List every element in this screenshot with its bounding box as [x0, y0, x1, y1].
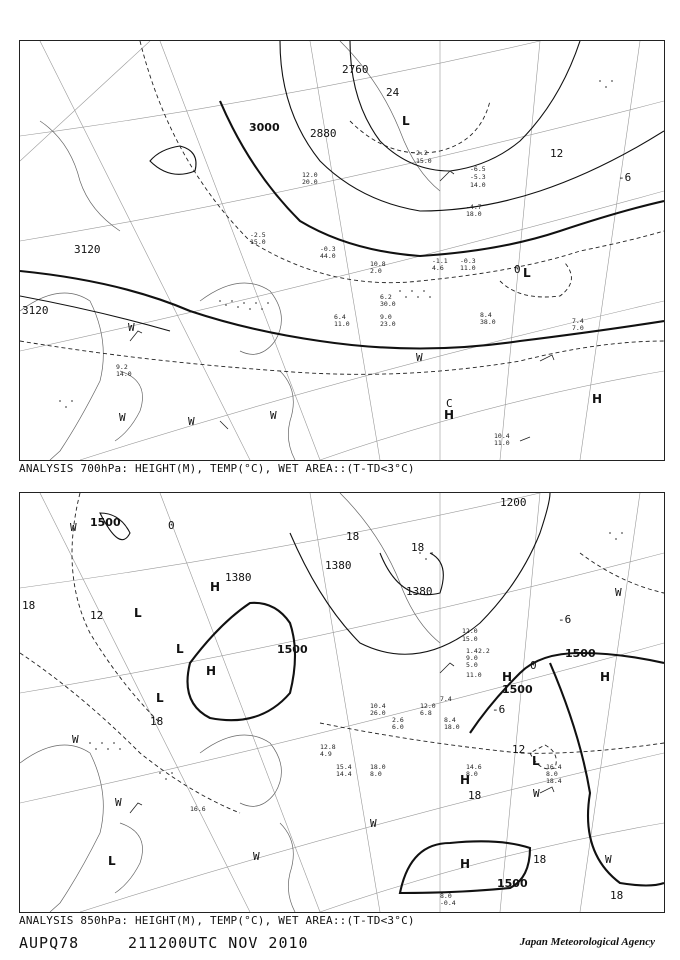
station-value: 12.0 — [420, 702, 436, 710]
warm-center: W — [188, 415, 195, 428]
height-label: 1500 — [90, 516, 121, 529]
warm-center: W — [253, 850, 260, 863]
height-label: 1500 — [497, 877, 528, 890]
chart-code: AUPQ78 — [19, 934, 80, 952]
station-value: 11.0 — [460, 264, 476, 272]
station-value: 8.0 — [466, 770, 478, 778]
station-value: 8.4 — [444, 716, 456, 724]
height-label: 2760 — [342, 63, 369, 76]
temperature-label: 24 — [386, 86, 400, 99]
station-value: 7.0 — [572, 324, 584, 332]
station-value: 15.4 — [336, 763, 352, 771]
temperature-label: -6 — [618, 171, 632, 184]
low-center: L — [176, 642, 184, 656]
station-value: 12.0 — [302, 171, 318, 179]
agency-name: Japan Meteorological Agency — [519, 936, 655, 948]
station-value: 10.4 — [494, 432, 510, 440]
temperature-label: -6 — [558, 613, 572, 626]
warm-center: W — [128, 321, 135, 334]
high-center: H — [502, 670, 513, 684]
warm-center: W — [533, 787, 540, 800]
station-value: 18.0 — [444, 723, 460, 731]
station-value: 1.4 — [466, 647, 478, 655]
height-label: 1380 — [325, 559, 352, 572]
warm-center: W — [416, 351, 423, 364]
temperature-label: 0 — [168, 519, 175, 532]
high-center: H — [592, 392, 603, 406]
station-value: 6.0 — [392, 723, 404, 731]
high-center: H — [210, 580, 221, 594]
station-value: 8.0 — [370, 770, 382, 778]
station-value: 26.0 — [370, 709, 386, 717]
station-value: 23.0 — [380, 320, 396, 328]
low-center: L — [523, 266, 531, 280]
low-center: L — [402, 114, 410, 128]
height-contours — [20, 41, 664, 349]
station-value: 15.0 — [250, 238, 266, 246]
temperature-label: 18 — [150, 715, 164, 728]
station-value: -1.1 — [432, 257, 448, 265]
graticule — [20, 493, 664, 912]
low-center: L — [156, 691, 164, 705]
station-value: 16.4 — [546, 763, 562, 771]
station-value: 18.4 — [546, 777, 562, 785]
warm-center: W — [270, 409, 277, 422]
station-value: 20.0 — [302, 178, 318, 186]
height-label: 1500 — [502, 683, 533, 696]
height-label: 1500 — [565, 647, 596, 660]
station-value: 6.2 — [380, 293, 392, 301]
analysis-datetime: 211200UTC NOV 2010 — [128, 934, 309, 952]
station-value: 11.0 — [466, 671, 482, 679]
height-label: 3000 — [249, 121, 280, 134]
warm-center: W — [119, 411, 126, 424]
station-value: 11.0 — [334, 320, 350, 328]
low-center: L — [108, 854, 116, 868]
height-label: 1200 — [500, 496, 527, 509]
station-value: 8.0 — [440, 892, 452, 900]
graticule — [20, 41, 664, 460]
height-label: 3120 — [22, 304, 49, 317]
high-center: H — [206, 664, 217, 678]
warm-center: W — [615, 586, 622, 599]
station-value: 8.4 — [480, 311, 492, 319]
temperature-label: -6 — [492, 703, 506, 716]
station-value: 14.0 — [116, 370, 132, 378]
station-value: 4.9 — [320, 750, 332, 758]
caption-700hpa: ANALYSIS 700hPa: HEIGHT(M), TEMP(°C), WET AREA::(T-TD<3°C) — [19, 462, 415, 475]
map-panel-700hpa — [19, 40, 665, 461]
temperature-label: 0 — [514, 263, 521, 276]
station-value: 2.6 — [392, 716, 404, 724]
temperature-label: 18 — [411, 541, 425, 554]
station-value: 12.8 — [320, 743, 336, 751]
map-850hpa — [20, 493, 664, 912]
station-value: 9.0 — [466, 654, 478, 662]
high-center: H — [460, 857, 471, 871]
station-value: -4.7 — [466, 203, 482, 211]
temperature-label: 12 — [550, 147, 564, 160]
station-value: 2.2 — [478, 647, 490, 655]
station-value: 12.0 — [462, 627, 478, 635]
temperature-label: 18 — [533, 853, 547, 866]
low-center: L — [134, 606, 142, 620]
temperature-label: 0 — [530, 659, 537, 672]
wind-barbs — [130, 171, 554, 441]
station-value: 7.4 — [440, 695, 452, 703]
temperature-label: 18 — [346, 530, 360, 543]
height-contours — [100, 493, 664, 893]
map-panel-850hpa — [19, 492, 665, 913]
height-label: 1380 — [225, 571, 252, 584]
station-value: 4.6 — [432, 264, 444, 272]
high-center: H — [444, 408, 455, 422]
station-value: 44.0 — [320, 252, 336, 260]
station-value: 9.2 — [116, 363, 128, 371]
station-value: 16.6 — [190, 805, 206, 813]
temperature-label: 18 — [468, 789, 482, 802]
warm-center: W — [72, 733, 79, 746]
station-value: 7.4 — [572, 317, 584, 325]
station-value: 6.4 — [334, 313, 346, 321]
station-value: -5.3 — [470, 173, 486, 181]
station-value: 18.0 — [370, 763, 386, 771]
station-value: 30.0 — [380, 300, 396, 308]
station-value: 15.0 — [416, 157, 432, 165]
height-label: 1380 — [406, 585, 433, 598]
station-value: 10.8 — [370, 260, 386, 268]
station-value: -0.4 — [440, 899, 456, 907]
wet-area-stipple — [89, 532, 623, 780]
caption-850hpa: ANALYSIS 850hPa: HEIGHT(M), TEMP(°C), WET AREA::(T-TD<3°C) — [19, 914, 415, 927]
height-label: 2880 — [310, 127, 337, 140]
station-value: 9.0 — [380, 313, 392, 321]
cold-center: C — [446, 397, 453, 410]
station-value: 5.0 — [466, 661, 478, 669]
station-plots — [190, 627, 562, 907]
station-value: 38.0 — [480, 318, 496, 326]
map-700hpa — [20, 41, 664, 460]
height-label: 1500 — [277, 643, 308, 656]
warm-center: W — [70, 521, 77, 534]
station-value: 15.0 — [462, 635, 478, 643]
station-value: 11.0 — [494, 439, 510, 447]
station-value: -6.5 — [470, 165, 486, 173]
high-center: H — [600, 670, 611, 684]
temperature-label: 18 — [22, 599, 36, 612]
station-value: 18.0 — [466, 210, 482, 218]
station-value: -0.3 — [320, 245, 336, 253]
station-value: -0.3 — [460, 257, 476, 265]
station-value: 2.0 — [370, 267, 382, 275]
station-value: 6.8 — [420, 709, 432, 717]
temperature-label: 12 — [90, 609, 104, 622]
station-value: 2.2 — [416, 149, 428, 157]
temperature-label: 12 — [512, 743, 526, 756]
warm-center: W — [605, 853, 612, 866]
high-center: H — [460, 773, 471, 787]
low-center: L — [532, 754, 540, 768]
warm-center: W — [370, 817, 377, 830]
warm-center: W — [115, 796, 122, 809]
station-value: 8.0 — [546, 770, 558, 778]
height-label: 3120 — [74, 243, 101, 256]
station-value: -2.5 — [250, 231, 266, 239]
temperature-label: 18 — [610, 889, 624, 902]
station-value: 14.4 — [336, 770, 352, 778]
station-value: 10.4 — [370, 702, 386, 710]
station-value: 14.0 — [470, 181, 486, 189]
station-value: 14.6 — [466, 763, 482, 771]
